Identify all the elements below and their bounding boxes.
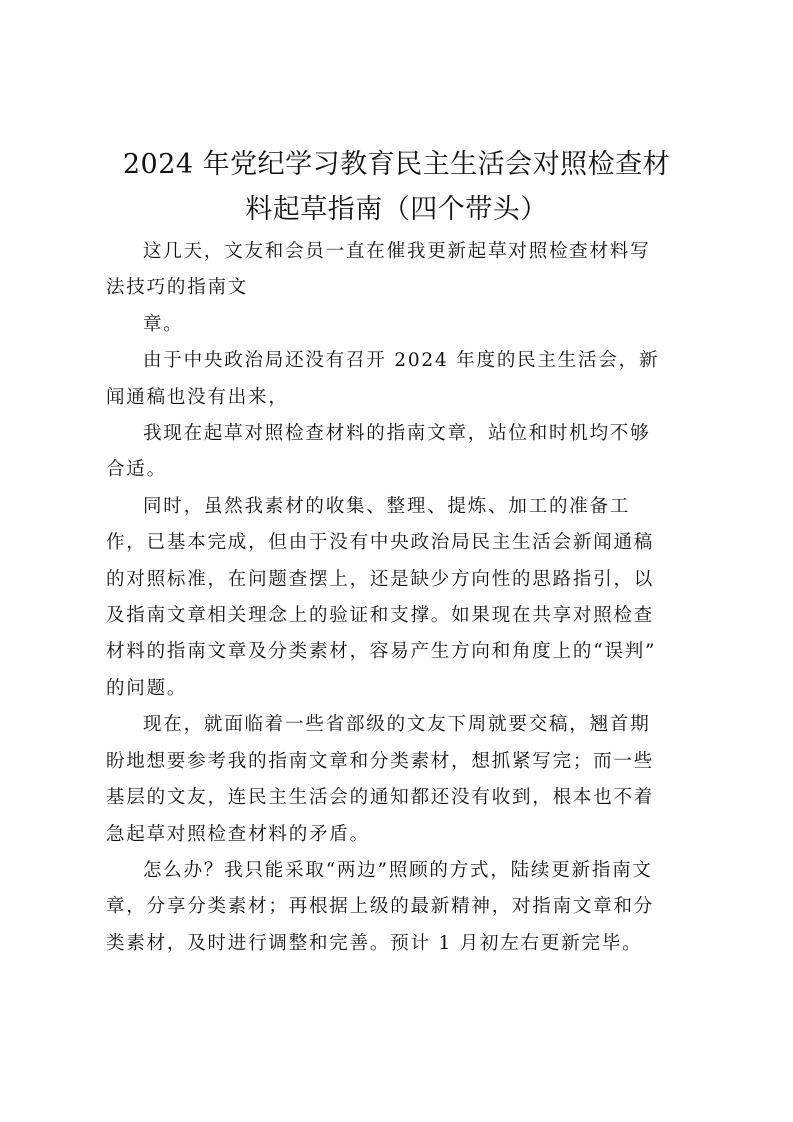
paragraph-line: 现在，就面临着一些省部级的文友下周就要交稿，翘首期	[143, 714, 651, 736]
paragraph-line: 的问题。	[106, 677, 188, 699]
paragraph-line: 作，已基本完成，但由于没有中央政治局民主生活会新闻通稿	[106, 532, 655, 554]
document-body	[106, 234, 691, 962]
paragraph-2	[106, 307, 691, 343]
paragraph-line: 及指南文章相关理念上的验证和支撑。如果现在共享对照检查	[106, 605, 655, 627]
paragraph-6	[106, 707, 691, 853]
paragraph-line: 类素材，及时进行调整和完善。预计 1 月初左右更新完毕。	[106, 932, 643, 954]
paragraph-line: 材料的指南文章及分类素材，容易产生方向和角度上的“误判”	[106, 641, 657, 663]
paragraph-3	[106, 343, 691, 416]
paragraph-line: 这几天，文友和会员一直在催我更新起草对照检查材料写	[143, 241, 651, 262]
paragraph-line: 由于中央政治局还没有召开 2024 年度的民主生活会，新	[143, 350, 660, 372]
paragraph-line: 盼地想要参考我的指南文章和分类素材，想抓紧写完；而一些	[106, 750, 655, 772]
paragraph-line: 的对照标准，在问题查摆上，还是缺少方向性的思路指引，以	[106, 568, 655, 590]
document-title	[80, 142, 713, 232]
paragraph-7	[106, 853, 691, 962]
paragraph-line: 我现在起草对照检查材料的指南文章，站位和时机均不够	[143, 423, 651, 445]
title-line-2: 料起草指南（四个带头）	[245, 194, 548, 225]
paragraph-4	[106, 416, 691, 489]
paragraph-line: 法技巧的指南文	[106, 277, 249, 299]
paragraph-line: 合适。	[106, 459, 167, 481]
title-line-1: 2024 年党纪学习教育民主生活会对照检查材	[122, 149, 671, 180]
paragraph-5	[106, 489, 691, 707]
paragraph-line: 闻通稿也没有出来，	[106, 386, 289, 408]
paragraph-line: 章，分享分类素材；再根据上级的最新精神，对指南文章和分	[106, 896, 655, 918]
paragraph-line: 章。	[143, 313, 184, 335]
paragraph-line: 基层的文友，连民主生活会的通知都还没有收到，根本也不着	[106, 787, 655, 809]
paragraph-line: 急起草对照检查材料的矛盾。	[106, 823, 370, 845]
paragraph-1	[106, 234, 691, 307]
paragraph-line: 怎么办？我只能采取“两边”照顾的方式，陆续更新指南文	[143, 859, 653, 881]
paragraph-line: 同时，虽然我素材的收集、整理、提炼、加工的准备工	[143, 495, 631, 517]
